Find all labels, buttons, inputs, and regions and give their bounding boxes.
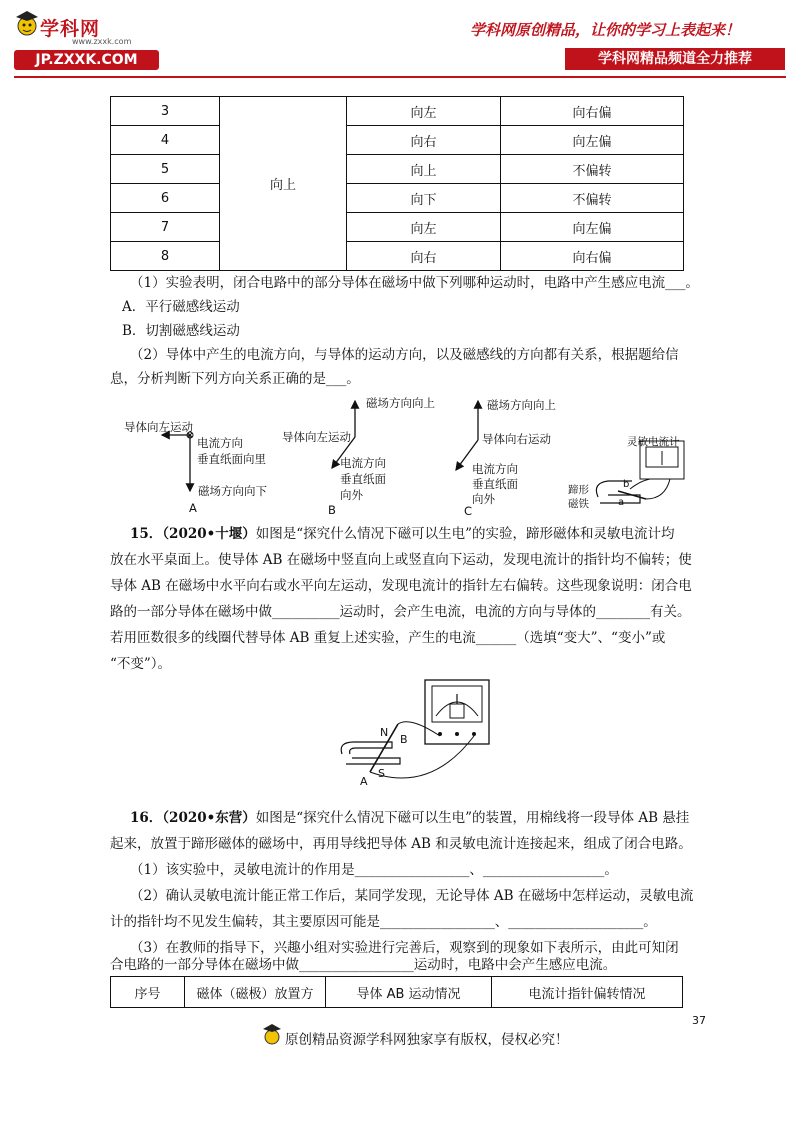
table-row xyxy=(111,242,684,271)
table-row xyxy=(111,184,684,213)
diagram-b-current-label-3: 向外 xyxy=(340,488,363,502)
apparatus-magnet-label-1: 蹄形 xyxy=(568,484,589,496)
diagram-a xyxy=(162,432,193,491)
header-slogan: 学科网原创精品，让你的学习上表起来！ xyxy=(470,21,741,39)
table-header-row xyxy=(111,977,683,1008)
apparatus-terminal-b: b xyxy=(623,479,630,490)
diagram-a-letter: A xyxy=(189,501,197,515)
table-cell-motion: 向右 xyxy=(347,126,501,155)
q16-source: （2020•东营） xyxy=(162,810,256,826)
table-cell-deflection: 向右偏 xyxy=(501,97,684,126)
q16-line4: （2）确认灵敏电流计能正常工作后，某同学发现，无论导体 AB 在磁场中怎样运动，灵敏电流 xyxy=(130,888,694,904)
header-banner: 学科网精品频道全力推荐 xyxy=(565,48,785,70)
table-header-cell: 序号 xyxy=(111,977,185,1008)
q16-line2: 起来，放置于蹄形磁体的磁场中，再用导线把导体 AB 和灵敏电流计连接起来，组成了闭合电路。 xyxy=(110,836,692,852)
q16-line1 xyxy=(130,808,689,828)
q15-line3: 导体 AB 在磁场中水平向右或水平向左运动，发现电流计的指针左右偏转。这些现象说明：闭合电 xyxy=(110,578,692,594)
q15-apparatus-figure xyxy=(340,676,495,788)
table-row xyxy=(111,126,684,155)
diagram-b-motion-label: 导体向左运动 xyxy=(282,430,351,444)
table-cell-magnet: 向上 xyxy=(220,97,347,271)
diagram-b-current-label-2: 垂直纸面 xyxy=(340,472,386,486)
table-cell-num: 6 xyxy=(111,184,220,213)
diagram-c-letter: C xyxy=(464,504,473,518)
q15-fig-label-a: A xyxy=(360,775,368,788)
diagram-a-motion-label: 导体向左运动 xyxy=(124,420,193,434)
apparatus-terminal-a: a xyxy=(618,497,625,508)
table-cell-deflection: 不偏转 xyxy=(501,184,684,213)
q15-text-1: 如图是“探究什么情况下磁可以生电”的实验，蹄形磁体和灵敏电流计均 xyxy=(255,526,675,542)
table-cell-motion: 向左 xyxy=(347,97,501,126)
q15-number: 15． xyxy=(130,526,163,542)
apparatus-magnet-label-2: 磁铁 xyxy=(568,498,589,510)
experiment-table-top xyxy=(110,96,684,271)
header-divider xyxy=(14,76,786,78)
q15-line4: 路的一部分导体在磁场中做__________运动时，会产生电流，电流的方向与导体的________有关。 xyxy=(110,604,691,620)
diagram-a-current-label-2: 垂直纸面向里 xyxy=(197,452,266,466)
table-cell-num: 5 xyxy=(111,155,220,184)
diagram-c-current-label-2: 垂直纸面 xyxy=(472,477,518,491)
q16-line7: 合电路的一部分导体在磁场中做_________________运动时，电路中会产生感应电流。 xyxy=(110,957,617,973)
table-row xyxy=(111,213,684,242)
q16-line6: （3）在教师的指导下，兴趣小组对实验进行完善后，观察到的现象如下表所示，由此可知闭 xyxy=(130,940,679,956)
diagram-b-current-label-1: 电流方向 xyxy=(340,456,386,470)
apparatus-figure xyxy=(596,441,684,503)
table-header-cell: 电流计指针偏转情况 xyxy=(492,977,683,1008)
table-cell-deflection: 向左偏 xyxy=(501,213,684,242)
q16-line5: 计的指针均不见发生偏转，其主要原因可能是_________________、____________________。 xyxy=(110,914,657,930)
q16-number: 16． xyxy=(130,810,163,826)
footer-mascot-icon xyxy=(262,1022,282,1050)
diagram-a-current-label-1: 电流方向 xyxy=(197,436,243,450)
table-cell-deflection: 不偏转 xyxy=(501,155,684,184)
diagram-a-field-label: 磁场方向向下 xyxy=(198,484,267,498)
q15-fig-label-s: S xyxy=(378,767,385,780)
q15-line5: 若用匝数很多的线圈代替导体 AB 重复上述实验，产生的电流______（选填“变大”、“变小”或 xyxy=(110,630,666,646)
diagram-c xyxy=(456,401,478,470)
table-cell-motion: 向右 xyxy=(347,242,501,271)
q14-option-a: A．平行磁感线运动 xyxy=(122,299,240,315)
q15-fig-label-b: B xyxy=(400,733,408,746)
q15-line2: 放在水平桌面上。使导体 AB 在磁场中竖直向上或竖直向下运动，发现电流计的指针均不偏转；使 xyxy=(110,552,692,568)
table-cell-deflection: 向右偏 xyxy=(501,242,684,271)
table-cell-motion: 向上 xyxy=(347,155,501,184)
diagram-c-motion-label: 导体向右运动 xyxy=(482,432,551,446)
table-cell-num: 7 xyxy=(111,213,220,242)
logo-name: 学科网 xyxy=(40,18,101,40)
diagram-c-current-label-1: 电流方向 xyxy=(472,462,518,476)
table-header-cell: 磁体（磁极）放置方 xyxy=(185,977,326,1008)
table-row xyxy=(111,155,684,184)
diagram-c-field-label: 磁场方向向上 xyxy=(487,398,556,412)
table-cell-deflection: 向左偏 xyxy=(501,126,684,155)
logo-url-small: www.zxxk.com xyxy=(72,37,132,46)
experiment-table-bottom xyxy=(110,976,683,1008)
table-cell-motion: 向左 xyxy=(347,213,501,242)
q14-part1: （1）实验表明，闭合电路中的部分导体在磁场中做下列哪种运动时，电路中产生感应电流___。 xyxy=(130,275,699,291)
apparatus-galvanometer-label: 灵敏电流计 xyxy=(627,436,680,448)
q16-line3: （1）该实验中，灵敏电流计的作用是_________________、__________________。 xyxy=(130,862,618,878)
q15-source: （2020•十堰） xyxy=(162,526,256,542)
logo-domain: JP.ZXXK.COM xyxy=(14,50,159,70)
table-cell-num: 8 xyxy=(111,242,220,271)
table-header-cell: 导体 AB 运动情况 xyxy=(326,977,492,1008)
table-cell-motion: 向下 xyxy=(347,184,501,213)
footer-copyright: 原创精品资源学科网独家享有版权，侵权必究！ xyxy=(285,1032,569,1048)
q15-fig-label-n: N xyxy=(380,726,389,739)
diagram-b-field-label: 磁场方向向上 xyxy=(366,396,435,410)
table-row xyxy=(111,97,684,126)
q14-part2-line2: 息，分析判断下列方向关系正确的是___。 xyxy=(110,371,360,387)
page-number: 37 xyxy=(692,1014,706,1027)
q15-line6: “不变”）。 xyxy=(110,656,172,672)
diagram-c-current-label-3: 向外 xyxy=(472,492,495,506)
table-cell-num: 3 xyxy=(111,97,220,126)
diagram-b-letter: B xyxy=(328,503,336,517)
table-cell-num: 4 xyxy=(111,126,220,155)
q14-part2-line1: （2）导体中产生的电流方向，与导体的运动方向，以及磁感线的方向都有关系，根据题给信 xyxy=(130,347,679,363)
q15-line1 xyxy=(130,524,675,544)
q14-option-b: B．切割磁感线运动 xyxy=(122,323,240,339)
q16-text-1: 如图是“探究什么情况下磁可以生电”的装置，用棉线将一段导体 AB 悬挂 xyxy=(255,810,690,826)
mascot-logo-icon xyxy=(14,8,40,48)
